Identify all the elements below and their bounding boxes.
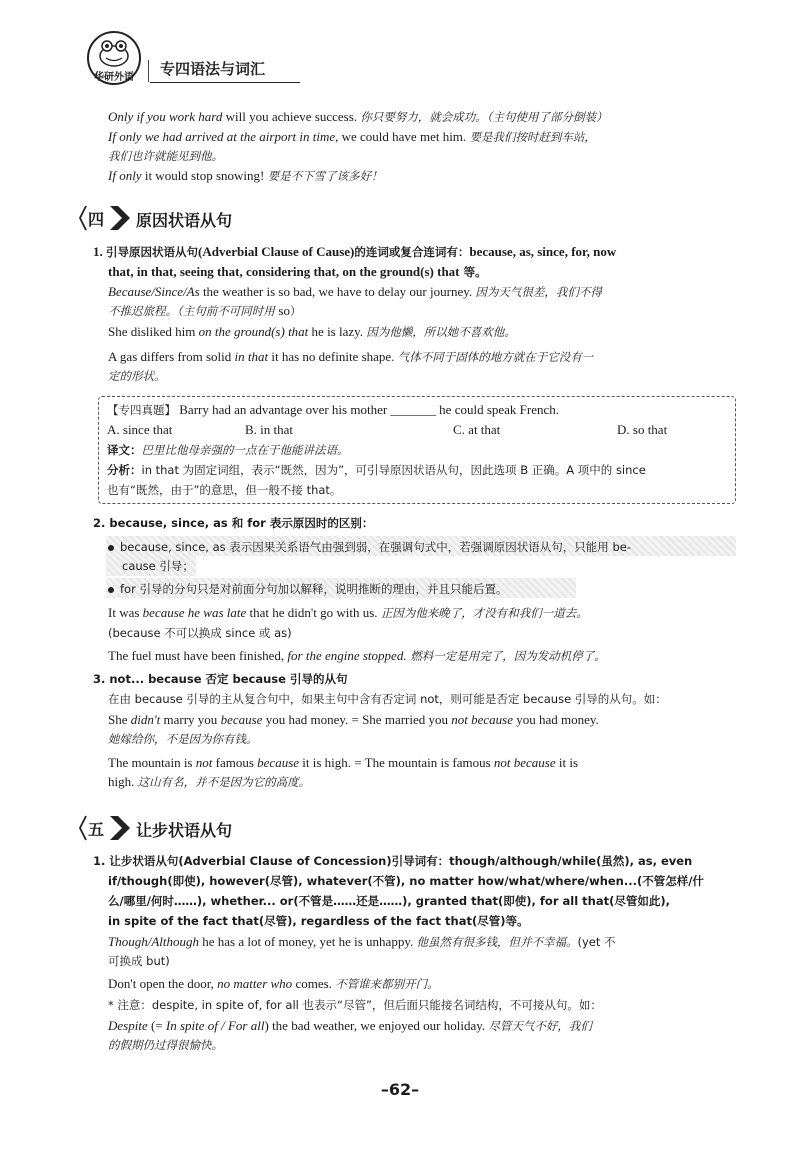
note: 可换成 but) — [108, 954, 170, 968]
note: (because 不可以换成 since 或 as) — [108, 626, 292, 640]
text: A gas differs from solid — [108, 349, 235, 364]
exam-analysis-line1 — [107, 461, 737, 479]
text: you had money. = She married you — [262, 712, 452, 727]
s4-point1-line2 — [108, 263, 738, 281]
option-b: B. in that — [245, 422, 294, 437]
text: it is — [555, 755, 579, 770]
translation: 不管谁来都别开门。 — [335, 977, 439, 991]
text: The fuel must have been finished, — [108, 648, 288, 663]
translation: 因为天气很差，我们不得 — [475, 285, 602, 299]
section-heading-5 — [78, 814, 378, 842]
question-text: Barry had an advantage over his mother _______ he could speak French. — [176, 402, 560, 417]
text: marry you — [160, 712, 221, 727]
page-header — [86, 30, 766, 88]
intro-line-3 — [108, 147, 738, 165]
translation: 不推迟旅程。（主句前不可同时用 — [108, 304, 279, 318]
italic-phrase: on the ground(s) that — [198, 324, 309, 339]
translation: 你只要努力，就会成功。（主句使用了部分倒装） — [360, 110, 608, 124]
text: 等。 — [459, 265, 487, 279]
s5-example3-line2 — [108, 1036, 738, 1054]
section-number: 四 — [88, 210, 105, 229]
text: It was — [108, 605, 143, 620]
section-marker-icon — [78, 204, 134, 232]
italic-phrase: If only we had arrived at the airport in time, — [108, 129, 339, 144]
text: that he didn't go with us. — [246, 605, 381, 620]
option-d: D. so that — [617, 422, 668, 437]
text: the weather is so bad, we have to delay our journey. — [199, 284, 476, 299]
text: it has no definite shape. — [268, 349, 398, 364]
s5-line2 — [108, 872, 738, 890]
text: if/though(即使), however(尽管), whatever(不管), no matter how/what/where/when...(不管怎样/什 — [108, 874, 704, 888]
text: we could have met him. — [338, 129, 470, 144]
translation: 燃料一定是用完了，因为发动机停了。 — [406, 649, 606, 663]
s4-bullet2 — [108, 580, 738, 598]
text: Don't open the door, — [108, 976, 218, 991]
exam-question — [107, 401, 737, 419]
text: because, as, since, for, now — [469, 244, 617, 259]
translation: 定的形状。 — [108, 369, 166, 383]
text: 1. 让步状语从句(Adverbial Clause of Concession)引导词有：though/although/while(虽然), as, even — [93, 854, 693, 868]
text: you had money. — [512, 712, 599, 727]
italic-phrase: because he was late — [142, 605, 247, 620]
text: (= — [147, 1018, 166, 1033]
translation: 因为他懒，所以她不喜欢他。 — [366, 325, 516, 339]
italic-phrase: In spite of / For all — [165, 1018, 265, 1033]
s5-example3-line1 — [108, 1017, 738, 1035]
s5-example2 — [108, 975, 738, 993]
s5-line3 — [108, 892, 738, 910]
italic-phrase: because — [257, 755, 300, 770]
label: 分析： — [107, 463, 142, 477]
translation: 我们也许就能见到他。 — [108, 149, 223, 163]
italic-phrase: Despite — [108, 1018, 148, 1033]
bullet-icon — [108, 587, 114, 593]
text: 1. — [93, 244, 103, 259]
italic-phrase: Because/Since/As — [108, 284, 200, 299]
note: (yet 不 — [577, 935, 616, 949]
option-a: A. since that — [107, 422, 173, 437]
text: ) the bad weather, we enjoyed our holiday. — [264, 1018, 489, 1033]
translation: 正因为他来晚了，才没有和我们一道去。 — [380, 606, 588, 620]
italic-phrase: not because — [451, 712, 513, 727]
text: so — [278, 303, 290, 318]
s4-example7-line1 — [108, 754, 738, 771]
text: it is high. = The mountain is famous — [299, 755, 494, 770]
section-heading-4 — [78, 204, 378, 232]
translation: 的假期仍过得很愉快。 — [108, 1038, 223, 1052]
text: 引导原因状语从句 — [106, 245, 198, 259]
s4-example3-line2 — [108, 367, 738, 385]
exam-translation — [107, 441, 737, 459]
s4-example3-line1 — [108, 348, 738, 366]
translation: 气体不同于固体的地方就在于它没有一 — [397, 350, 594, 364]
s4-example2 — [108, 323, 738, 341]
option-c: C. at that — [453, 422, 501, 437]
chapter-title: 专四语法与词汇 — [160, 60, 266, 78]
italic-phrase: because — [220, 712, 263, 727]
text: She disliked him — [108, 324, 199, 339]
s4-bullet1-line2 — [122, 557, 752, 575]
text: famous — [212, 755, 258, 770]
s5-example1-line2 — [108, 952, 738, 970]
translation: 她嫁给你，不是因为你有钱。 — [108, 732, 258, 746]
text: high. — [108, 774, 138, 789]
s4-point1-line1 — [93, 243, 723, 261]
intro-line-2 — [108, 128, 738, 146]
intro-line-1 — [108, 108, 738, 126]
italic-phrase: Though/Although — [108, 934, 200, 949]
s4-example6 — [108, 711, 738, 728]
text: She — [108, 712, 131, 727]
s4-point3-title — [93, 670, 723, 688]
text: for 引导的分句只是对前面分句加以解释，说明推断的理由，并且只能后置。 — [120, 582, 508, 596]
s4-example7-line2 — [108, 773, 738, 791]
text: will you achieve success. — [222, 109, 361, 124]
text: he has a lot of money, yet he is unhappy. — [199, 934, 417, 949]
italic-phrase: Only if you work hard — [108, 109, 223, 124]
section-title: 让步状语从句 — [136, 821, 233, 840]
s5-line4 — [108, 912, 738, 930]
s5-example1-line1 — [108, 933, 738, 951]
exam-analysis-line2 — [107, 481, 737, 499]
text: comes. — [292, 976, 336, 991]
s4-example4 — [108, 604, 738, 622]
bullet-icon — [108, 545, 114, 551]
translation: 要是我们按时赶到车站， — [469, 130, 596, 144]
text: cause 引导； — [122, 559, 194, 573]
s4-point3-desc — [108, 690, 738, 708]
italic-phrase: not — [195, 755, 213, 770]
italic-phrase: not because — [493, 755, 556, 770]
text: ） — [289, 304, 302, 318]
intro-line-4 — [108, 167, 738, 185]
s4-bullet1-line1 — [108, 538, 738, 556]
italic-phrase: no matter who — [217, 976, 293, 991]
header-divider — [148, 60, 149, 82]
s4-example4-note — [108, 624, 738, 642]
logo-text: 华研外语 — [94, 72, 134, 83]
italic-phrase: for the engine stopped. — [287, 648, 407, 663]
translation: 他虽然有很多钱，但并不幸福。 — [416, 935, 578, 949]
s5-note — [108, 996, 738, 1014]
note: * 注意：despite, in spite of, for all 也表示“尽管”，但后面只能接名词结构，不可接从句。如： — [108, 998, 602, 1012]
text: 么/哪里/何时……), whether... or(不管是……还是……), granted that(即使), for all that(尽管如此), — [108, 894, 670, 908]
text: because, since, as 表示因果关系语气由强到弱，在强调句式中，若强调原因状语从句，只能用 be- — [120, 540, 631, 554]
analysis-text: 也有“既然，由于”的意思，但一般不接 that。 — [107, 483, 342, 497]
text: 的连词或复合连词有： — [354, 245, 470, 259]
text: 在由 because 引导的主从复合句中，如果主句中含有否定词 not，则可能是否定 because 引导的从句。如： — [108, 692, 667, 706]
italic-phrase: didn't — [130, 712, 161, 727]
italic-phrase: If only — [108, 168, 142, 183]
text: that, in that, seeing that, considering that, on the ground(s) that — [108, 264, 460, 279]
italic-phrase: in that — [234, 349, 269, 364]
text: 2. because, since, as 和 for 表示原因时的区别： — [93, 516, 374, 530]
s4-point2-title — [93, 514, 723, 532]
s4-example5 — [108, 647, 738, 665]
text: (Adverbial Clause of Cause) — [198, 244, 355, 259]
s4-example1-line1 — [108, 283, 738, 301]
translation: 要是不下雪了该多好！ — [267, 169, 383, 183]
section-title: 原因状语从句 — [136, 211, 233, 230]
text: in spite of the fact that(尽管), regardless of the fact that(尽管)等。 — [108, 914, 529, 928]
translation: 尽管天气不好，我们 — [488, 1019, 592, 1033]
text: The mountain is — [108, 755, 196, 770]
exam-tag: 【专四真题】 — [107, 403, 176, 417]
analysis-text: in that 为固定词组，表示“既然，因为”，可引导原因状语从句，因此选项 B 正确。A 项中的 since — [141, 463, 646, 477]
s4-example6-cn — [108, 730, 738, 748]
s5-line1 — [93, 852, 723, 870]
section-marker-icon — [78, 814, 134, 842]
exam-question-box — [98, 396, 736, 504]
label: 译文： — [107, 443, 142, 457]
section-number: 五 — [88, 820, 105, 839]
translation: 这山有名，并不是因为它的高度。 — [137, 775, 311, 789]
text: he is lazy. — [308, 324, 367, 339]
header-underline — [150, 82, 300, 83]
translation: 巴里比他母亲强的一点在于他能讲法语。 — [141, 443, 349, 457]
s4-example1-line2 — [108, 302, 738, 320]
text: it would stop snowing! — [141, 168, 268, 183]
page-number: –62– — [380, 1080, 420, 1099]
text: 3. not... because 否定 because 引导的从句 — [93, 672, 348, 686]
